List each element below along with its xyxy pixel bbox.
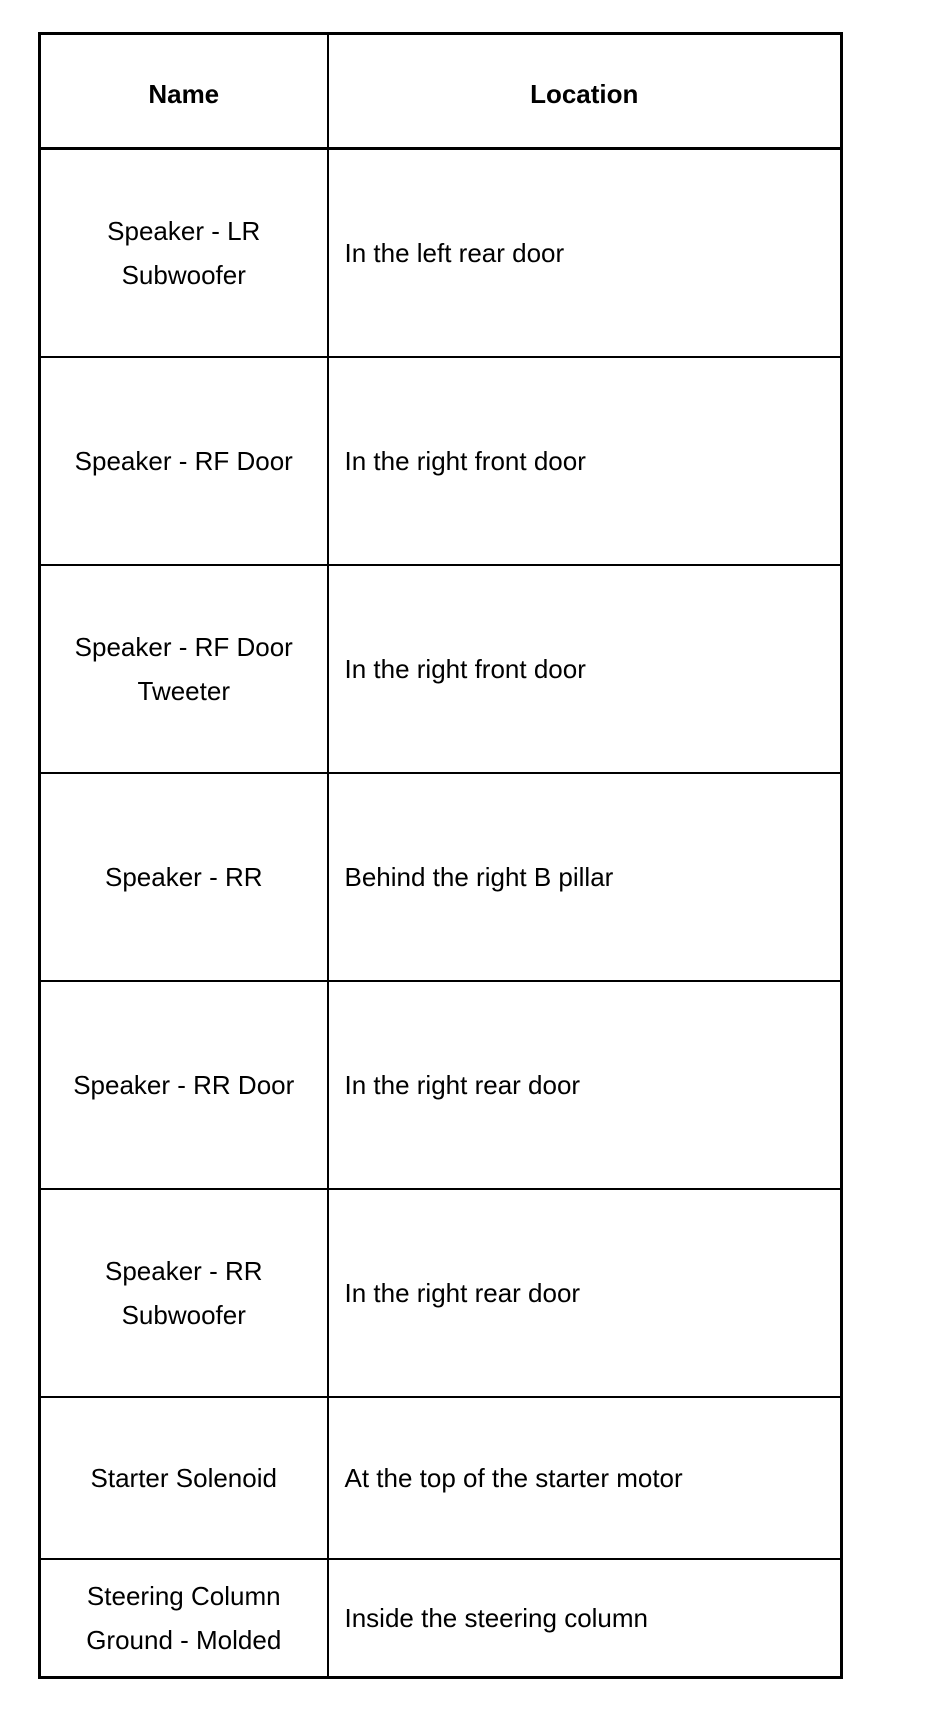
component-name: Steering Column Ground - Molded [86, 1581, 282, 1655]
table-row [40, 981, 842, 1189]
component-name-cell [40, 1559, 328, 1678]
component-location-cell: At the top of the starter motor [328, 1397, 842, 1559]
component-location-cell: Inside the steering column [328, 1559, 842, 1678]
table-row [40, 773, 842, 981]
component-name-cell [40, 149, 328, 358]
table-row [40, 357, 842, 565]
component-location-cell: In the right front door [328, 565, 842, 773]
component-location-cell: In the right rear door [328, 1189, 842, 1397]
component-name-cell [40, 773, 328, 981]
component-name-cell [40, 357, 328, 565]
component-name: Speaker - RR Subwoofer [105, 1256, 263, 1330]
component-location-cell: In the right front door [328, 357, 842, 565]
component-name: Speaker - RF Door Tweeter [74, 632, 293, 706]
component-name-cell [40, 565, 328, 773]
header-row [40, 34, 842, 149]
component-location-cell: Behind the right B pillar [328, 773, 842, 981]
name-column-header: Name [40, 34, 328, 149]
location-column-header: Location [328, 34, 842, 149]
component-name: Speaker - RF Door [74, 446, 293, 476]
component-name-cell [40, 1189, 328, 1397]
component-name: Speaker - LR Subwoofer [107, 216, 261, 290]
component-location-cell: In the right rear door [328, 981, 842, 1189]
table-row [40, 1397, 842, 1559]
component-name-cell [40, 1397, 328, 1559]
component-location-table [38, 32, 843, 1679]
component-name: Speaker - RR [105, 862, 263, 892]
component-location-cell: In the left rear door [328, 149, 842, 358]
component-name-cell [40, 981, 328, 1189]
component-name: Speaker - RR Door [73, 1070, 295, 1100]
component-name: Starter Solenoid [90, 1463, 277, 1493]
table-row [40, 565, 842, 773]
table-row [40, 1559, 842, 1678]
table-row [40, 149, 842, 358]
table-row [40, 1189, 842, 1397]
